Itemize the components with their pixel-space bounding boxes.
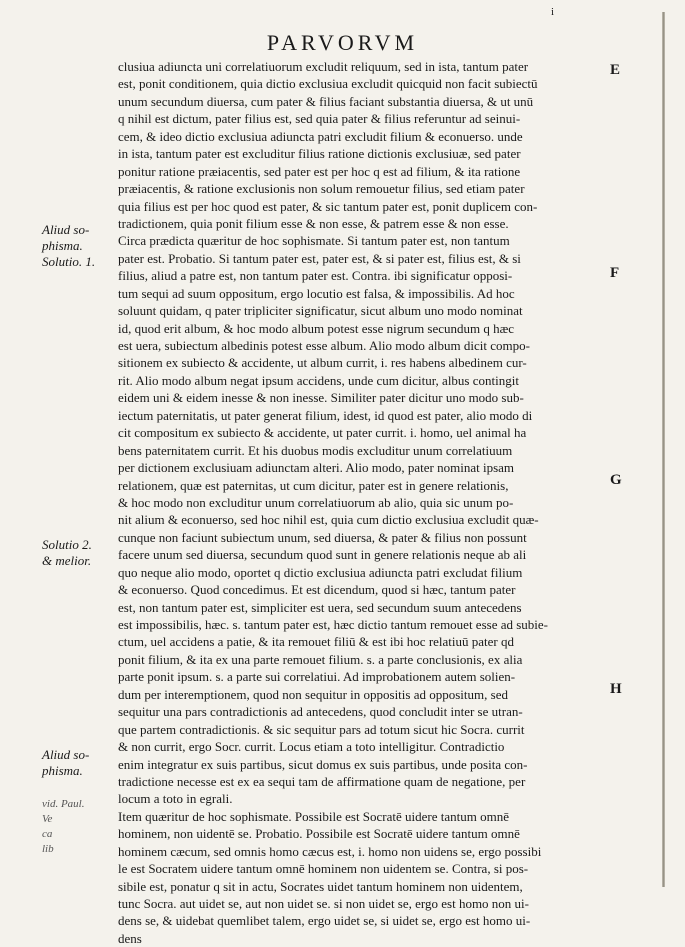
text-line: in ista, tantum pater est excluditur filius ratione dictionis exclusiuæ, sed pater [118, 146, 521, 162]
section-marker-f: F [610, 265, 620, 281]
text-line: sibile est, ponatur q sit in actu, Socrates uidet tantum hominem non uidentem, [118, 878, 523, 894]
text-line: est impossibilis, hæc. s. tantum pater est, hæc dictio tantum remouet esse ad subie- [118, 617, 549, 632]
text-line: dum per interemptionem, quod non sequitur in oppositis ad oppositum, sed [118, 686, 508, 702]
text-line: ctum, uel accidens a patie, & ita remouet filiū & est ibi hoc relatiuū pater qd [118, 634, 515, 650]
text-line: & non currit, ergo Socr. currit. Locus etiam a toto intelligitur. Contradictio [118, 739, 505, 755]
text-line: dens se, & uidebat quemlibet talem, ergo uidet se, si uidet se, ergo est homo ui- [118, 913, 531, 929]
text-line: relationem, quæ est paternitas, ut cum dicitur, pater est in genere relationis, [118, 477, 509, 493]
text-line: filius, aliud a patre est, non tantum pater est. Contra. ibi significatur opposi- [118, 268, 513, 284]
margin-note-aliud-sophisma: Aliud so- phisma. Solutio. 1. [42, 222, 96, 269]
text-line: pater est. Probatio. Si tantum pater est, pater est, & si pater est, filius est, & si [118, 250, 521, 266]
margin-note-aliud-sophisma-2: Aliud so- phisma. [42, 747, 90, 778]
text-line: clusiua adiuncta uni correlatiuorum excludit reliquum, sed in ista, tantum pater [118, 59, 529, 74]
text-line: hominem, non uidentē se. Probatio. Possibile est Socratē uidere tantum omnē [118, 826, 520, 842]
text-line: per dictionem exclusiuam adiunctam alteri. Alio modo, pater nominat ipsam [118, 460, 515, 476]
text-line: facere unum sed diuersa, secundum quod sunt in genere relationis neque ab ali [118, 547, 527, 563]
text-line: quo neque alio modo, oportet q dictio exclusiua adiuncta patri excludat filium [118, 564, 523, 580]
text-line: hominem cæcum, sed omnis homo cæcus est, i. homo non uidens se, ergo possibi [118, 843, 542, 859]
text-line: ponit filium, & ita ex una parte remouet filium. s. a parte conclusionis, ex alia [118, 651, 523, 667]
text-line: nit alium & econuerso, sed hoc nihil est, quia cum dictio exclusiua excludit quæ- [118, 512, 539, 528]
text-line: & hoc modo non excluditur unum correlatiuorum ab alio, quia sic unum po- [118, 494, 514, 510]
page-edge-shadow [662, 12, 665, 887]
text-line: dens [118, 930, 142, 946]
text-line: quia filius est per hoc quod est pater, & sic tantum pater est, ponit duplicem con- [118, 198, 538, 214]
running-head: PARVORVM [266, 30, 419, 55]
text-line: le est Socratem uidere tantum omnē hominem non uidentem se. Contra, si pos- [118, 861, 529, 877]
text-line: sequitur una pars contradictionis ad antecedens, quod concludit inter se utran- [118, 704, 523, 720]
text-line: parte ponit ipsum. s. a parte sui correlatiui. Ad improbationem autem solien- [118, 669, 516, 685]
text-line: cunque non faciunt subiectum unum, sed diuersa, & pater & filius non possunt [118, 529, 527, 545]
section-marker-h: H [610, 681, 622, 697]
text-line: enim integratur ex suis partibus, sicut domus ex suis partibus, unde posita con- [118, 756, 528, 772]
text-line: cit compositum ex subiecto & accidente, ut pater currit. i. homo, uel animal ha [118, 425, 527, 441]
text-line: iectum paternitatis, ut pater generat filium, idest, id quod est pater, alio modo di [118, 407, 533, 423]
text-line: id, quod erit album, & hoc modo album potest esse nigrum secundum q hæc [118, 320, 515, 336]
text-line: tradictionem, quia ponit filium esse & non esse, & patrem esse & non esse. [118, 215, 509, 231]
text-line: Circa prædicta quæritur de hoc sophismate. Si tantum pater est, non tantum [118, 233, 510, 249]
folio-mark: i [551, 6, 555, 18]
text-line: est, non tantum pater est, simpliciter est uera, sed secundum suum antecedens [118, 599, 522, 615]
text-line: sitionem ex subiecto & accidente, ut album currit, i. res habens albedinem cur- [118, 355, 527, 371]
text-line: est uera, subiectum albedinis potest esse album. Alio modo album dicit compo- [118, 338, 530, 353]
text-line: que partem contradictionis. & sic sequitur pars ad totum sicut hic Socra. currit [118, 721, 525, 737]
text-line: bens paternitatem currit. Et his duobus modis excluditur unum correlatiuum [118, 442, 513, 458]
text-line: tradictione necesse est ex ea sequi tam de affirmatione quam de negatione, per [118, 773, 526, 789]
text-line: Item quæritur de hoc sophismate. Possibile est Socratē uidere tantum omnē [118, 808, 510, 824]
text-line: locum a toto in egrali. [118, 791, 233, 807]
text-line: rit. Alio modo album negat ipsum accidens, unde cum dicitur, albus contingit [118, 372, 519, 388]
text-line: tum sequi ad suum oppositum, ergo locutio est falsa, & impossibilis. Ad hoc [118, 285, 515, 301]
text-line: eidem uni & eidem inesse & non inesse. Similiter pater dicitur uno modo sub- [118, 390, 524, 406]
margin-note-reference: vid. Paul. Ve ca lib [42, 798, 85, 855]
text-line: præiacentis, & ratione exclusionis non solum remouetur filius, sed etiam pater [118, 181, 525, 197]
text-line: cem, & ideo dictio exclusiua adiuncta patri excludit filium & econuerso. unde [118, 128, 523, 144]
text-line: tunc Socra. aut uidet se, aut non uidet se. si non uidet se, ergo est homo non ui- [118, 896, 529, 911]
text-line: ponitur ratione præiacentis, sed pater est per hoc q est ad filium, & ita ratione [118, 163, 521, 179]
section-marker-g: G [610, 472, 622, 488]
text-line: q nihil est dictum, pater filius est, sed quia pater & filius referuntur ad seinui- [118, 111, 521, 127]
text-line: soluunt quidam, q pater tripliciter significatur, sicut album uno modo nominat [118, 303, 523, 319]
text-line: est, ponit conditionem, quia dictio exclusiua excludit quicquid non facit subiectū [118, 76, 538, 92]
margin-note-solutio-2: Solutio 2. & melior. [42, 537, 92, 568]
text-line: unum secundum diuersa, cum pater & filius faciant substantia diuersa, & ut unū [118, 93, 534, 109]
main-text-column [118, 58, 598, 947]
text-line: & econuerso. Quod concedimus. Et est dicendum, quod si hæc, tantum pater [118, 582, 516, 598]
section-marker-e: E [610, 62, 621, 78]
